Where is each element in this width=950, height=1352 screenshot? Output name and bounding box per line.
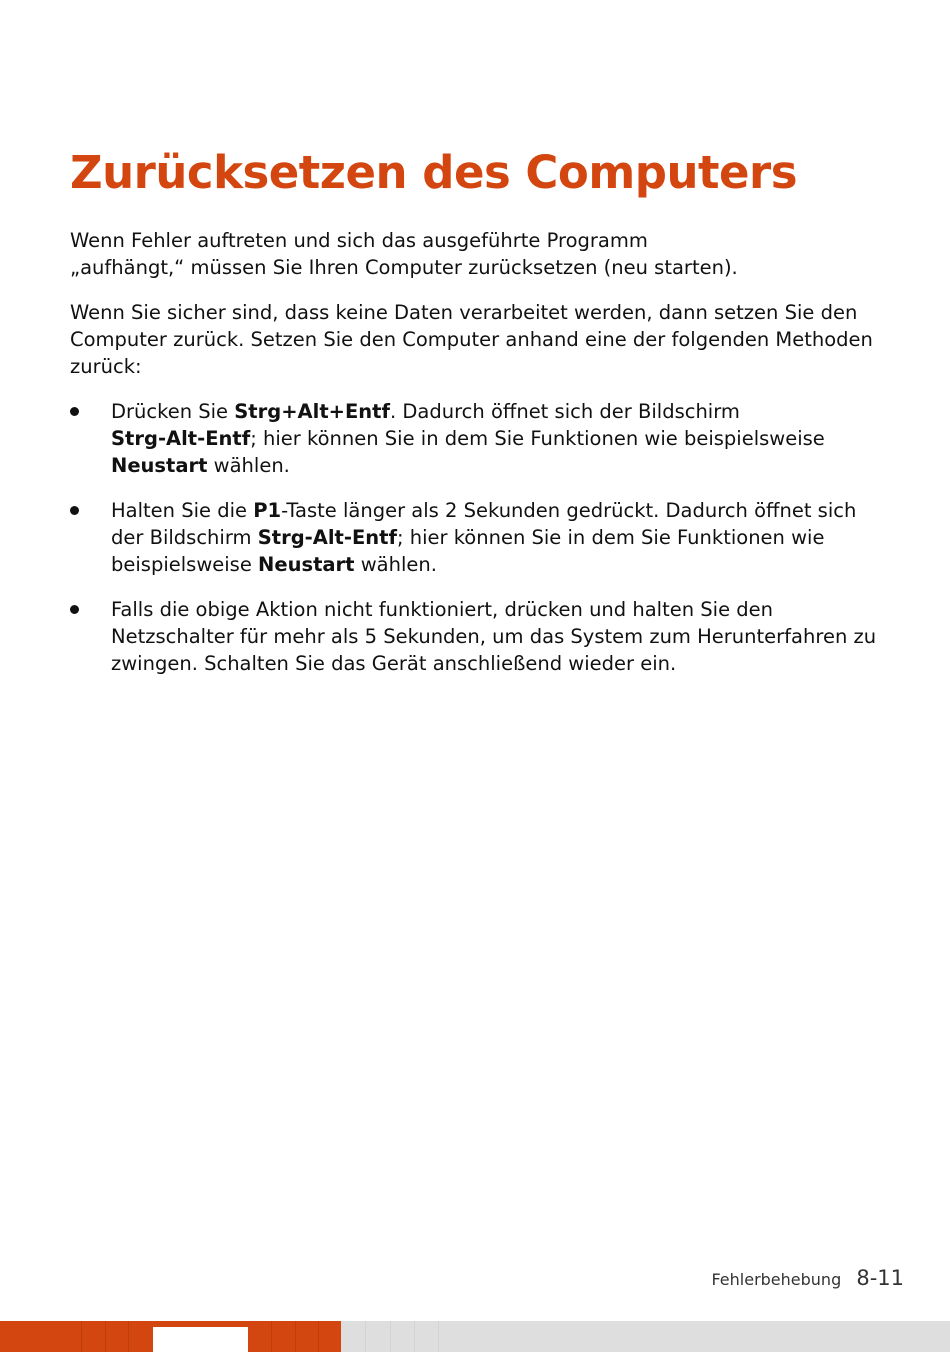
bullet-icon [70,407,79,416]
bullet-text: -Taste länger als 2 Sekunden gedrückt. Dadurch öffnet sich der Bildschirm [111,499,857,549]
bullet-text: wählen. [207,454,290,477]
footer-bar-divider [390,1321,391,1352]
bullet-icon [70,506,79,515]
footer-bar-divider [438,1321,439,1352]
bullet-text: . Dadurch öffnet sich der Bildschirm [390,400,740,423]
footer-bar-gray [341,1321,950,1352]
option-name: Neustart [111,454,208,477]
page-title: Zurücksetzen des Computers [70,146,797,199]
key-name: P1 [253,499,282,522]
list-item [70,398,882,479]
intro-paragraph-1 [70,227,882,281]
bullet-text: ; hier können Sie in dem Sie Funktionen wie beispielsweise [111,526,825,576]
list-item [70,596,882,677]
body-content [70,227,882,695]
bullet-text: ; hier können Sie in dem Sie Funktionen wie beispielsweise [250,427,825,450]
footer-bar-divider [128,1321,129,1352]
page-footer [711,1266,904,1290]
bullet-text: Falls die obige Aktion nicht funktioniert, drücken und halten Sie den Netzschalter für mehr als 5 Sekunden, um das System zum Herunterfahren zu zwingen. Schalten Sie das Gerät anschließend wieder ein. [111,598,877,675]
footer-bar-divider [318,1321,319,1352]
intro-line-2: „aufhängt,“ müssen Sie Ihren Computer zurücksetzen (neu starten). [70,256,738,279]
list-item [70,497,882,578]
intro-paragraph-2: Wenn Sie sicher sind, dass keine Daten verarbeitet werden, dann setzen Sie den Computer zurück. Setzen Sie den Computer anhand eine der folgenden Methoden zurück: [70,301,873,378]
footer-bar-marker [153,1327,248,1352]
bullet-icon [70,605,79,614]
key-combo: Strg+Alt+Entf [234,400,390,423]
footer-bar-divider [414,1321,415,1352]
intro-line-1: Wenn Fehler auftreten und sich das ausgeführte Programm [70,229,648,252]
bullet-text: wählen. [354,553,437,576]
page-number: 8-11 [856,1266,904,1290]
footer-bar-divider [295,1321,296,1352]
footer-color-bar [0,1321,950,1352]
footer-section-title: Fehlerbehebung [711,1270,842,1289]
bullet-text: Halten Sie die [111,499,254,522]
footer-bar-divider [271,1321,272,1352]
screen-name: Strg-Alt-Entf [257,526,397,549]
bullet-text: Drücken Sie [111,400,235,423]
reset-methods-list [70,398,882,677]
screen-name: Strg-Alt-Entf [111,427,251,450]
footer-bar-divider [81,1321,82,1352]
footer-bar-divider [365,1321,366,1352]
option-name: Neustart [258,553,355,576]
footer-bar-divider [105,1321,106,1352]
